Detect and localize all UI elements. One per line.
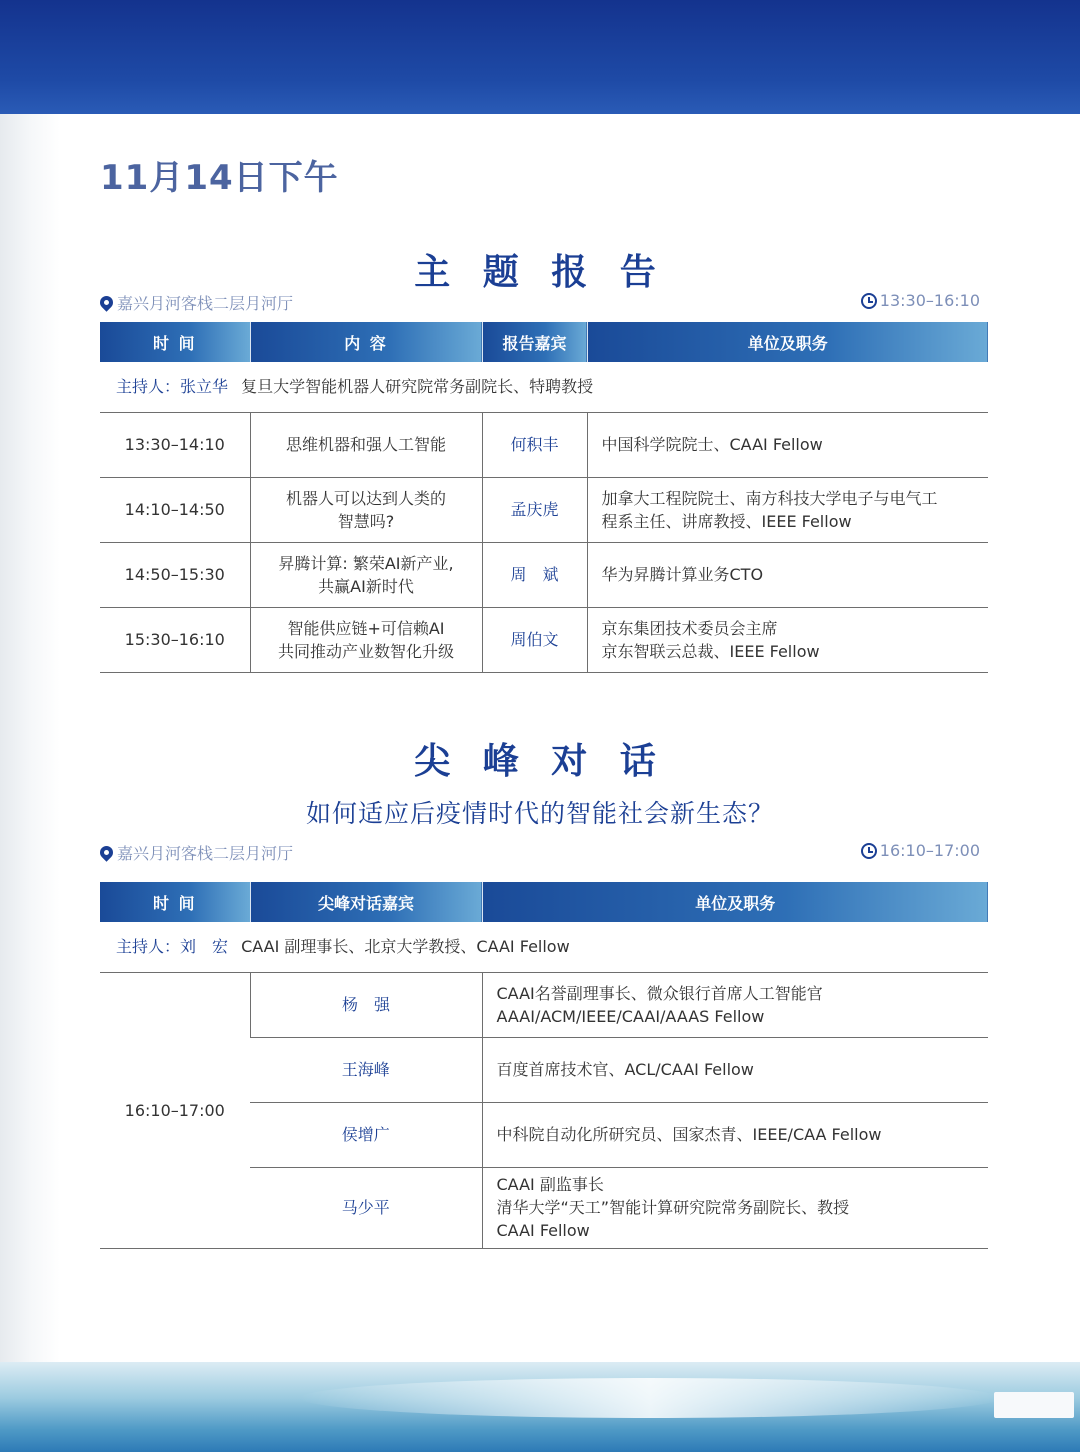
org-line: 百度首席技术官、ACL/CAAI Fellow xyxy=(496,1060,754,1079)
footer-light-streak xyxy=(300,1378,1000,1418)
location-pin-icon xyxy=(97,843,115,861)
row-org xyxy=(587,542,988,607)
row-org xyxy=(482,1167,988,1248)
row-org xyxy=(482,1102,988,1167)
row-speaker: 侯增广 xyxy=(250,1102,482,1167)
keynote-location: 嘉兴月河客栈二层月河厅 xyxy=(117,294,294,313)
row-topic xyxy=(250,607,482,672)
host-label: 主持人：刘 宏 xyxy=(116,937,229,957)
summit-schedule-table xyxy=(100,882,988,1249)
summit-time: 16:10–17:00 xyxy=(879,841,980,860)
table-row xyxy=(100,542,988,607)
org-line: 程系主任、讲席教授、IEEE Fellow xyxy=(601,511,852,531)
topic-line: 机器人可以达到人类的 xyxy=(285,488,446,508)
org-line: CAAI名誉副理事长、微众银行首席人工智能官 xyxy=(496,983,823,1003)
row-time: 15:30–16:10 xyxy=(100,607,250,672)
row-org xyxy=(482,972,988,1037)
org-line: 中科院自动化所研究员、国家杰青、IEEE/CAA Fellow xyxy=(496,1125,882,1144)
org-line: CAAI Fellow xyxy=(496,1221,590,1240)
table-header-row xyxy=(100,882,988,922)
row-speaker: 杨 强 xyxy=(250,972,482,1037)
column-header: 内 容 xyxy=(250,322,482,362)
section-title-keynote: 主 题 报 告 xyxy=(414,252,666,293)
topic-line: 共同推动产业数智化升级 xyxy=(277,641,454,661)
keynote-time: 13:30–16:10 xyxy=(879,291,980,310)
row-time: 13:30–14:10 xyxy=(100,412,250,477)
row-speaker: 孟庆虎 xyxy=(482,477,587,542)
row-org xyxy=(587,477,988,542)
org-line: 京东智联云总裁、IEEE Fellow xyxy=(601,641,820,661)
column-header: 单位及职务 xyxy=(587,322,988,362)
row-speaker: 马少平 xyxy=(250,1167,482,1248)
table-header-row xyxy=(100,322,988,362)
clock-icon xyxy=(861,293,877,309)
clock-icon xyxy=(861,843,877,859)
row-topic xyxy=(250,412,482,477)
org-line: 中国科学院院士、CAAI Fellow xyxy=(601,435,823,454)
footer-logo xyxy=(994,1392,1074,1418)
org-line: AAAI/ACM/IEEE/CAAI/AAAS Fellow xyxy=(496,1006,765,1026)
row-org xyxy=(587,607,988,672)
section-title-summit: 尖 峰 对 话 xyxy=(414,741,666,782)
column-header: 尖峰对话嘉宾 xyxy=(250,882,482,922)
row-speaker: 王海峰 xyxy=(250,1037,482,1102)
org-line: CAAI 副监事长 xyxy=(496,1175,604,1194)
row-org xyxy=(587,412,988,477)
topic-line: 共赢AI新时代 xyxy=(318,576,414,596)
host-description: 复旦大学智能机器人研究院常务副院长、特聘教授 xyxy=(241,377,594,397)
table-row xyxy=(100,412,988,477)
row-speaker: 周伯文 xyxy=(482,607,587,672)
topic-line: 昇腾计算: 繁荣AI新产业, xyxy=(278,553,454,573)
org-line: 京东集团技术委员会主席 xyxy=(601,618,778,638)
host-label: 主持人：张立华 xyxy=(116,377,229,397)
column-header: 时 间 xyxy=(100,882,250,922)
location-pin-icon xyxy=(97,293,115,311)
row-topic xyxy=(250,542,482,607)
org-line: 清华大学“天工”智能计算研究院常务副院长、教授 xyxy=(496,1198,850,1217)
host-row xyxy=(100,922,988,972)
org-line: 加拿大工程院院士、南方科技大学电子与电气工 xyxy=(601,488,938,508)
table-row xyxy=(100,607,988,672)
keynote-schedule-table xyxy=(100,322,988,673)
summit-location: 嘉兴月河客栈二层月河厅 xyxy=(117,844,294,863)
row-org xyxy=(482,1037,988,1102)
host-row xyxy=(100,362,988,412)
row-time: 14:50–15:30 xyxy=(100,542,250,607)
slot-time: 16:10–17:00 xyxy=(100,972,250,1248)
topic-line: 思维机器和强人工智能 xyxy=(285,435,446,454)
column-header: 时 间 xyxy=(100,322,250,362)
summit-subtitle: 如何适应后疫情时代的智能社会新生态？ xyxy=(305,799,774,828)
date-title: 11月14日下午 xyxy=(100,158,339,198)
row-topic xyxy=(250,477,482,542)
row-speaker: 何积丰 xyxy=(482,412,587,477)
org-line: 华为昇腾计算业务CTO xyxy=(601,565,764,584)
column-header: 报告嘉宾 xyxy=(482,322,587,362)
row-time: 14:10–14:50 xyxy=(100,477,250,542)
keynote-meta xyxy=(100,291,980,315)
summit-meta xyxy=(100,841,980,865)
topic-line: 智慧吗? xyxy=(337,511,395,531)
host-description: CAAI 副理事长、北京大学教授、CAAI Fellow xyxy=(241,937,570,957)
table-row xyxy=(100,477,988,542)
header-banner xyxy=(0,0,1080,114)
topic-line: 智能供应链+可信赖AI xyxy=(287,618,445,638)
row-speaker: 周 斌 xyxy=(482,542,587,607)
column-header: 单位及职务 xyxy=(482,882,988,922)
table-row xyxy=(100,972,988,1037)
